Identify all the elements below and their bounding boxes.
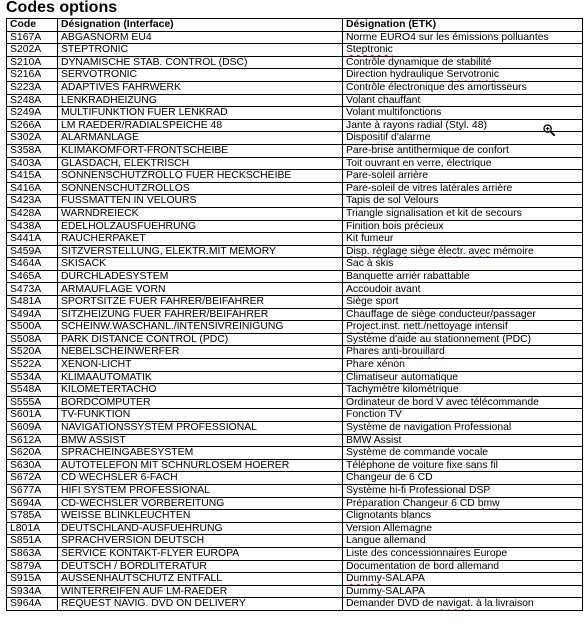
cell-etk: [343, 258, 583, 271]
cell-code: S358A: [7, 144, 58, 157]
spellcheck-word: Project: [346, 321, 379, 333]
etk-text: Système hi-fi Professional DSP: [346, 485, 491, 497]
cell-interface: WARNDREIECK: [58, 207, 343, 220]
cell-interface: SERVOTRONIC: [58, 69, 343, 82]
etk-text: mémoire: [490, 245, 534, 257]
cell-interface: ALARMANLAGE: [58, 132, 343, 145]
cell-code: S481A: [7, 296, 58, 309]
cell-etk: [343, 283, 583, 296]
spellcheck-word: Steptronic: [346, 44, 393, 56]
etk-text: Version Allemagne: [346, 522, 433, 534]
cell-etk: [343, 434, 583, 447]
cell-interface: NAVIGATIONSSYSTEM PROFESSIONAL: [58, 422, 343, 435]
cell-etk: [343, 598, 583, 611]
etk-text: .: [366, 245, 373, 257]
cell-interface: KILOMETERTACHO: [58, 384, 343, 397]
cell-interface: SONNENSCHUTZROLLOS: [58, 182, 343, 195]
cell-etk: [343, 359, 583, 372]
etk-text: Jante à rayons radial (: [346, 119, 449, 131]
etk-text: Changeur de 6 CD: [346, 472, 433, 484]
cell-code: S601A: [7, 409, 58, 422]
cell-code: S266A: [7, 119, 58, 132]
cell-etk: [343, 333, 583, 346]
cell-etk: [343, 409, 583, 422]
etk-text: Pare-soleil de vitres latérales arrière: [346, 182, 513, 194]
cell-code: S534A: [7, 371, 58, 384]
cell-code: S465A: [7, 270, 58, 283]
cell-interface: BMW ASSIST: [58, 434, 343, 447]
cell-interface: RAUCHERPAKET: [58, 233, 343, 246]
cell-etk: [343, 220, 583, 233]
table-row: [7, 371, 583, 384]
cell-code: S915A: [7, 573, 58, 586]
spellcheck-word: nett: [403, 321, 421, 333]
cell-etk: [343, 245, 583, 258]
cell-code: S423A: [7, 195, 58, 208]
etk-text: Finition bois précieux: [346, 220, 444, 232]
table-row: [7, 522, 583, 535]
table-row: [7, 598, 583, 611]
etk-text: Ordinateur de bord V avec télécommande: [346, 396, 539, 408]
cell-code: S464A: [7, 258, 58, 271]
cell-etk: [343, 182, 583, 195]
table-row: [7, 434, 583, 447]
cell-etk: [343, 573, 583, 586]
etk-text: Système d'aide au stationnement (PDC): [346, 333, 532, 345]
cell-interface: SPORTSITZE FUER FAHRER/BEIFAHRER: [58, 296, 343, 309]
cell-interface: KLIMAKOMFORT-FRONTSCHEIBE: [58, 144, 343, 157]
table-row: [7, 484, 583, 497]
etk-text: Triangle signalisation et kit de secours: [346, 207, 522, 219]
cell-code: S508A: [7, 333, 58, 346]
etk-text: Liste des concessionnaires Europe: [346, 547, 508, 559]
cell-code: S520A: [7, 346, 58, 359]
cell-code: S630A: [7, 459, 58, 472]
cell-code: S416A: [7, 182, 58, 195]
table-body: [7, 31, 583, 610]
cell-interface: LM RAEDER/RADIALSPEICHE 48: [58, 119, 343, 132]
table-row: [7, 384, 583, 397]
spellcheck-word: réglage: [372, 245, 408, 257]
etk-text: rabattable: [420, 270, 470, 282]
table-row: [7, 182, 583, 195]
cell-code: S879A: [7, 560, 58, 573]
cell-code: S555A: [7, 396, 58, 409]
cell-interface: DURCHLADESYSTEM: [58, 270, 343, 283]
cell-interface: ABGASNORM EU4: [58, 31, 343, 44]
cell-etk: [343, 270, 583, 283]
table-row: [7, 31, 583, 44]
table-row: [7, 333, 583, 346]
cell-interface: AUSSENHAUTSCHUTZ ENTFALL: [58, 573, 343, 586]
magnifier-plus-icon[interactable]: [543, 124, 555, 136]
etk-text: Norme EURO4 sur les émissions polluantes: [346, 31, 549, 43]
etk-text: Demander DVD de: [346, 598, 437, 610]
etk-text: Dispositif d'alarme: [346, 132, 431, 144]
cell-etk: [343, 472, 583, 485]
table-row: [7, 560, 583, 573]
table-row: [7, 283, 583, 296]
table-row: [7, 195, 583, 208]
cell-code: L801A: [7, 522, 58, 535]
spellcheck-word: électr: [437, 245, 463, 257]
cell-interface: TV-FUNKTION: [58, 409, 343, 422]
table-row: [7, 547, 583, 560]
cell-etk: [343, 94, 583, 107]
table-row: [7, 132, 583, 145]
spellcheck-word: Dummy: [346, 585, 382, 597]
cell-code: S428A: [7, 207, 58, 220]
etk-text: Phare xénon: [346, 359, 405, 371]
cell-code: S863A: [7, 547, 58, 560]
spellcheck-word: Dummy: [346, 573, 382, 585]
cell-etk: [343, 44, 583, 57]
cell-etk: [343, 233, 583, 246]
spellcheck-word: Servotronic: [446, 69, 500, 81]
cell-interface: STEPTRONIC: [58, 44, 343, 57]
cell-code: S249A: [7, 107, 58, 120]
cell-interface: CD WECHSLER 6-FACH: [58, 472, 343, 485]
cell-interface: FUSSMATTEN IN VELOURS: [58, 195, 343, 208]
cell-etk: [343, 107, 583, 120]
cell-etk: [343, 195, 583, 208]
cell-etk: [343, 371, 583, 384]
table-row: [7, 447, 583, 460]
cell-code: S438A: [7, 220, 58, 233]
cell-etk: [343, 422, 583, 435]
table-row: [7, 207, 583, 220]
options-table: [6, 18, 583, 611]
etk-text: Direction hydraulique: [346, 69, 447, 81]
cell-code: S302A: [7, 132, 58, 145]
cell-etk: [343, 447, 583, 460]
etk-text: Toit ouvrant en verre, électrique: [346, 157, 492, 169]
table-row: [7, 245, 583, 258]
cell-code: S216A: [7, 69, 58, 82]
etk-text: Contrôle électronique des amortisseurs: [346, 82, 527, 94]
cell-interface: SITZHEIZUNG FUER FAHRER/BEIFAHRER: [58, 308, 343, 321]
cell-code: S202A: [7, 44, 58, 57]
header-interface: Désignation (Interface): [58, 19, 343, 32]
cell-etk: [343, 585, 583, 598]
cell-code: S934A: [7, 585, 58, 598]
cell-etk: [343, 296, 583, 309]
table-row: [7, 510, 583, 523]
etk-text: Système de navigation Professional: [346, 422, 512, 434]
cell-code: S964A: [7, 598, 58, 611]
table-row: [7, 56, 583, 69]
cell-code: S620A: [7, 447, 58, 460]
cell-code: S223A: [7, 81, 58, 94]
cell-interface: BORDCOMPUTER: [58, 396, 343, 409]
cell-code: S548A: [7, 384, 58, 397]
cell-code: S210A: [7, 56, 58, 69]
cell-etk: [343, 384, 583, 397]
cell-interface: REQUEST NAVIG. DVD ON DELIVERY: [58, 598, 343, 611]
cell-etk: [343, 510, 583, 523]
etk-text: Pare-soleil arrière: [346, 170, 428, 182]
table-row: [7, 69, 583, 82]
cell-etk: [343, 144, 583, 157]
cell-code: S441A: [7, 233, 58, 246]
etk-text: Tachymètre kilométrique: [346, 384, 459, 396]
cell-etk: [343, 560, 583, 573]
table-row: [7, 497, 583, 510]
table-row: [7, 296, 583, 309]
etk-text: Contrôle dynamique de stabilité: [346, 56, 492, 68]
table-row: [7, 459, 583, 472]
table-row: [7, 44, 583, 57]
cell-code: S167A: [7, 31, 58, 44]
cell-etk: [343, 157, 583, 170]
cell-code: S403A: [7, 157, 58, 170]
table-row: [7, 107, 583, 120]
table-row: [7, 422, 583, 435]
etk-text: Siège sport: [346, 296, 399, 308]
etk-text: .: [462, 245, 469, 257]
cell-code: S248A: [7, 94, 58, 107]
cell-code: S609A: [7, 422, 58, 435]
spellcheck-word: navigat: [436, 598, 471, 610]
cell-interface: EDELHOLZAUSFUEHRUNG: [58, 220, 343, 233]
etk-text: Documentation de bord allemand: [346, 560, 500, 572]
cell-etk: [343, 535, 583, 548]
cell-code: S612A: [7, 434, 58, 447]
etk-text: -SALAPA: [381, 573, 425, 585]
cell-etk: [343, 396, 583, 409]
cell-etk: [343, 56, 583, 69]
cell-interface: HIFI SYSTEM PROFESSIONAL: [58, 484, 343, 497]
cell-code: S415A: [7, 170, 58, 183]
page-title: Codes options: [6, 0, 118, 16]
cell-etk: [343, 497, 583, 510]
table-row: [7, 359, 583, 372]
cell-interface: MULTIFUNKTION FUER LENKRAD: [58, 107, 343, 120]
etk-text: Volant chauffant: [346, 94, 421, 106]
table-row: [7, 396, 583, 409]
cell-interface: DEUTSCH / BORDLITERATUR: [58, 560, 343, 573]
cell-interface: SPRACHEINGABESYSTEM: [58, 447, 343, 460]
etk-text: Climatiseur automatique: [346, 371, 459, 383]
cell-interface: SONNENSCHUTZROLLO FUER HECKSCHEIBE: [58, 170, 343, 183]
cell-etk: [343, 459, 583, 472]
cell-etk: [343, 547, 583, 560]
cell-interface: XENON-LICHT: [58, 359, 343, 372]
cell-etk: [343, 170, 583, 183]
etk-text: Système de commande vocale: [346, 447, 489, 459]
cell-etk: [343, 321, 583, 334]
etk-text: BMW Assist: [346, 434, 402, 446]
table-row: [7, 94, 583, 107]
cell-etk: [343, 69, 583, 82]
table-row: [7, 535, 583, 548]
header-code: Code: [7, 19, 58, 32]
etk-text: Kit fumeur: [346, 233, 394, 245]
etk-text: Accoudoir avant: [346, 283, 421, 295]
table-header-row: [7, 19, 583, 32]
table-row: [7, 233, 583, 246]
cell-code: S522A: [7, 359, 58, 372]
table-row: [7, 321, 583, 334]
table-row: [7, 144, 583, 157]
etk-text: -SALAPA: [381, 585, 425, 597]
cell-interface: SERVICE KONTAKT-FLYER EUROPA: [58, 547, 343, 560]
cell-interface: SITZVERSTELLUNG, ELEKTR.MIT MEMORY: [58, 245, 343, 258]
spellcheck-word: arrièr: [396, 270, 421, 282]
cell-code: S677A: [7, 484, 58, 497]
cell-etk: [343, 484, 583, 497]
cell-code: S851A: [7, 535, 58, 548]
etk-text: Téléphone de voiture fixe sans fil: [346, 459, 498, 471]
etk-text: Pare-brise antithermique de confort: [346, 144, 509, 156]
cell-etk: [343, 31, 583, 44]
table-row: [7, 409, 583, 422]
spellcheck-word: bmw: [477, 497, 500, 509]
table-row: [7, 472, 583, 485]
cell-interface: SCHEINW.WASCHANL./INTENSIVREINIGUNG: [58, 321, 343, 334]
cell-code: S500A: [7, 321, 58, 334]
cell-etk: [343, 346, 583, 359]
etk-text: Banquette: [346, 270, 397, 282]
cell-code: S494A: [7, 308, 58, 321]
etk-text: Sac à skis: [346, 258, 394, 270]
etk-text: Volant multifonctions: [346, 107, 442, 119]
spellcheck-word: anti-brouillard: [381, 346, 445, 358]
cell-interface: ARMAUFLAGE VORN: [58, 283, 343, 296]
cell-etk: [343, 207, 583, 220]
etk-text: siège: [407, 245, 438, 257]
cell-interface: PARK DISTANCE CONTROL (PDC): [58, 333, 343, 346]
etk-text: Préparation Changeur 6 CD: [346, 497, 478, 509]
table-row: [7, 220, 583, 233]
cell-etk: [343, 522, 583, 535]
etk-text: Fonction TV: [346, 409, 402, 421]
etk-text: Clignotants blancs: [346, 510, 431, 522]
table-row: [7, 81, 583, 94]
cell-interface: SPRACHVERSION DEUTSCH: [58, 535, 343, 548]
etk-text: ./nettoyage intensif: [420, 321, 508, 333]
table-row: [7, 270, 583, 283]
etk-text: Langue allemand: [346, 535, 426, 547]
cell-interface: KLIMAAUTOMATIK: [58, 371, 343, 384]
cell-interface: DEUTSCHLAND-AUSFUEHRUNG: [58, 522, 343, 535]
cell-interface: NEBELSCHEINWERFER: [58, 346, 343, 359]
cell-interface: WEISSE BLINKLEUCHTEN: [58, 510, 343, 523]
etk-text: . 48): [466, 119, 487, 131]
table-row: [7, 573, 583, 586]
cell-interface: AUTOTELEFON MIT SCHNURLOSEM HOERER: [58, 459, 343, 472]
spellcheck-word: avec: [468, 245, 491, 257]
etk-text: .inst.: [378, 321, 404, 333]
cell-interface: WINTERREIFEN AUF LM-RAEDER: [58, 585, 343, 598]
cell-interface: SKISACK: [58, 258, 343, 271]
cell-code: S473A: [7, 283, 58, 296]
spellcheck-word: Styl: [448, 119, 467, 131]
cell-interface: DYNAMISCHE STAB. CONTROL (DSC): [58, 56, 343, 69]
table-row: [7, 308, 583, 321]
header-etk: Désignation (ETK): [343, 19, 583, 32]
table-row: [7, 170, 583, 183]
table-row: [7, 258, 583, 271]
etk-text: . à la livraison: [470, 598, 534, 610]
cell-code: S694A: [7, 497, 58, 510]
cell-interface: ADAPTIVES FAHRWERK: [58, 81, 343, 94]
table-row: [7, 157, 583, 170]
cell-interface: GLASDACH, ELEKTRISCH: [58, 157, 343, 170]
cell-code: S785A: [7, 510, 58, 523]
etk-text: Phares: [346, 346, 382, 358]
cell-etk: [343, 81, 583, 94]
cell-etk: [343, 308, 583, 321]
table-row: [7, 119, 583, 132]
cell-code: S672A: [7, 472, 58, 485]
spellcheck-word: Disp: [346, 245, 367, 257]
cell-interface: CD-WECHSLER VORBEREITUNG: [58, 497, 343, 510]
etk-text: Chauffage de siège conducteur/passager: [346, 308, 536, 320]
table-row: [7, 585, 583, 598]
etk-text: Tapis de sol Velours: [346, 195, 439, 207]
cell-code: S459A: [7, 245, 58, 258]
table-row: [7, 346, 583, 359]
cell-interface: LENKRADHEIZUNG: [58, 94, 343, 107]
